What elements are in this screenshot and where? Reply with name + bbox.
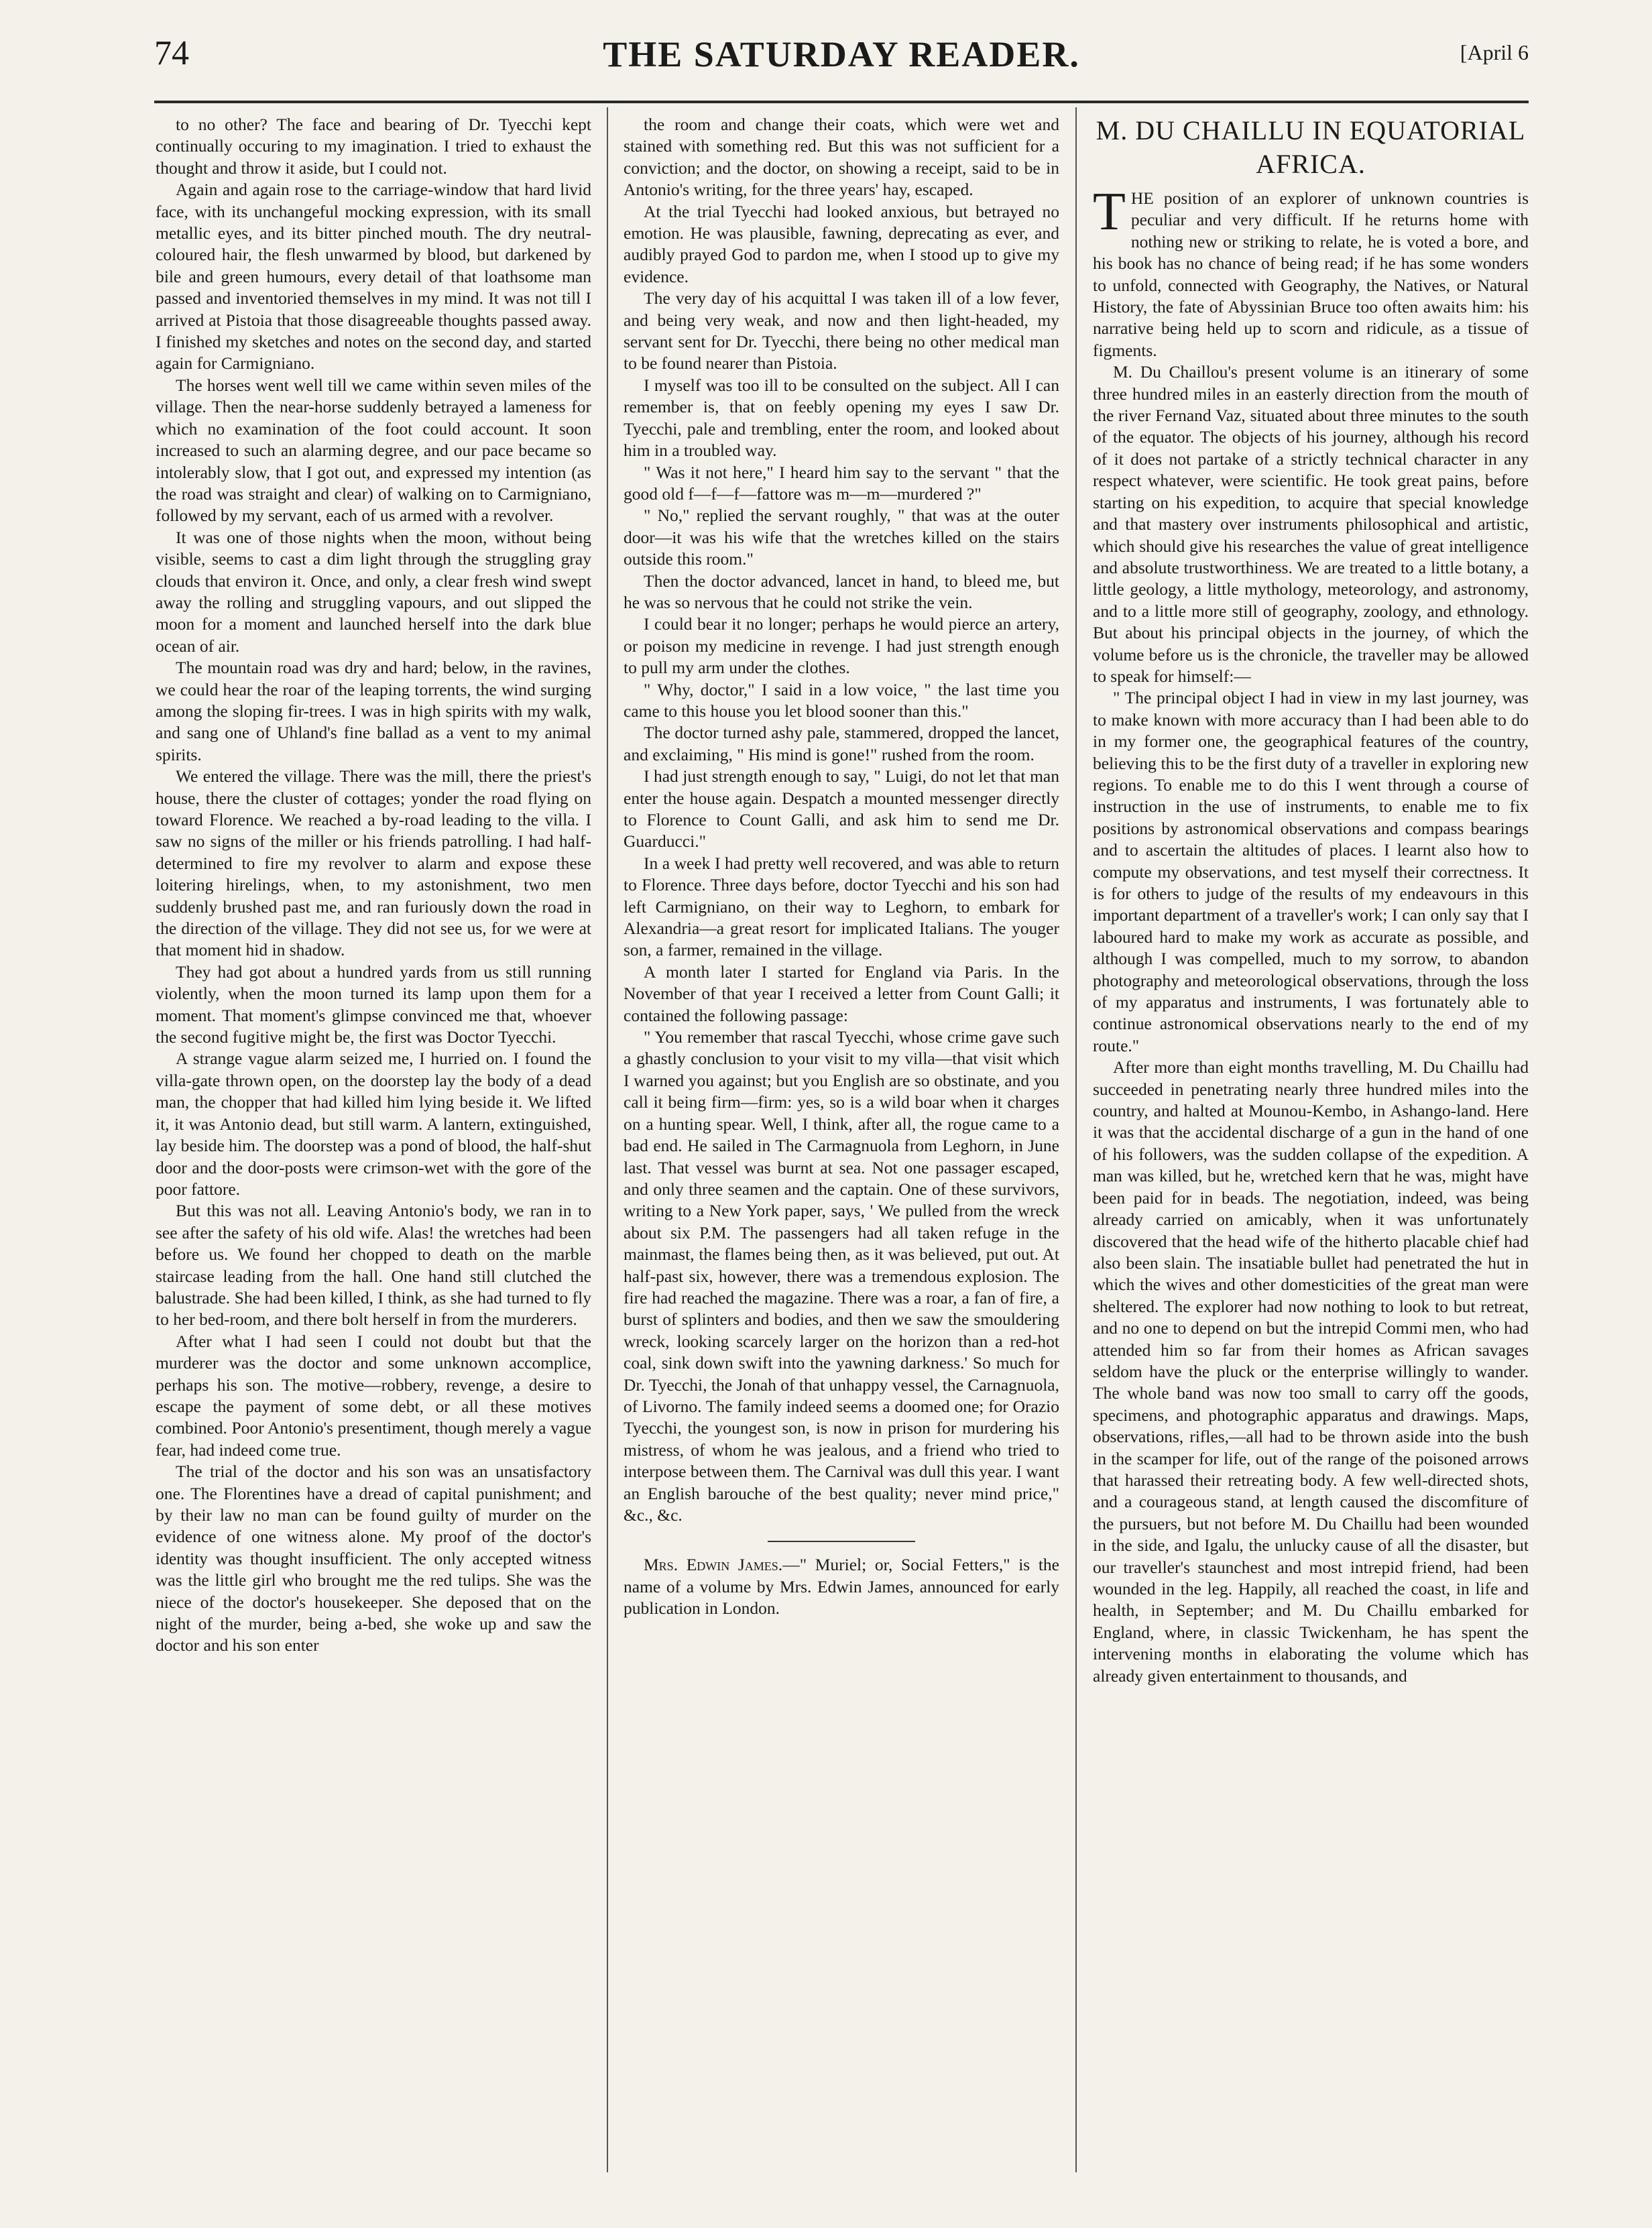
paragraph: A month later I started for England via Paris. In the November of that year I received a letter from Count Galli; it contained the following passage: xyxy=(624,961,1059,1025)
paragraph: " You remember that rascal Tyecchi, whose crime gave such a ghastly conclusion to your visit to my villa—that visit which I warned you against; but you English are so obstinate, and you call it being firm—firm: yes, so is a wild boar when it charges on a hunting spear. Well, I think, after all, the rogue came to a bad end. He sailed in The Carmagnuola from Leghorn, in June last. That vessel was burnt at sea. Not one passager escaped, and only three seamen and the captain. One of these survivors, writing to a New York paper, says, ' We pulled from the wreck about six P.M. The passengers had all taken refuge in the mainmast, the flames being then, as it was believed, put out. At half-past six, however, there was a tremendous explosion. The fire had reached the magazine. There was a roar, a fan of fire, a burst of splinters and bodies, and then we saw the smouldering wreck, looking scarcely larger on the horizon than a red-hot coal, sink down swift into the yawning darkness.' So much for Dr. Tyecchi, the Jonah of that unhappy vessel, the Carnagnuola, of Livorno. The family indeed seems a doomed one; for Orazio Tyecchi, the youngest son, is now in prison for murdering his mistress, of whom he was jealous, and a friend who tried to interpose between them. The Carnival was dull this year. I want an English barouche of the best quality; never mind price," &c., &c. xyxy=(624,1027,1059,1525)
lead-text: HE position of an explorer of unknown countries is peculiar and very difficult. If he returns home with nothing new or striking to relate, he is voted a bore, and his book has no chance of being read; if he has some wonders to unfold, connected with Geography, the Natives, or Natural History, the fate of Abyssinian Bruce too often awaits him: his narrative being held up to scorn and ridicule, as a tissue of figments. xyxy=(1093,188,1529,360)
paragraph: Then the doctor advanced, lancet in hand, to bleed me, but he was so nervous that he could not strike the vein. xyxy=(624,571,1059,612)
article-title: M. DU CHAILLU IN EQUATORIAL AFRICA. xyxy=(1096,115,1526,179)
paragraph: It was one of those nights when the moon, without being visible, seems to cast a dim light through the struggling gray clouds that environ it. Once, and only, a clear fresh wind swept away the rolling and struggling vapours, and out slipped the moon for a moment and launched herself into the dark blue ocean of air. xyxy=(156,527,591,656)
paragraph: After more than eight months travelling, M. Du Chaillu had succeeded in penetrating nearly three hundred miles into the country, and halted at Mounou-Kembo, in Ashango-land. Here it was that the accidental discharge of a gun in the hand of one of his followers, was the sudden collapse of the expedition. A man was killed, but he, wretched kern that he was, might have been paid for in beads. The negotiation, indeed, was being already carried on amicably, when it was unfortunately discovered that the head wife of the hitherto placable chief had also been slain. The insatiable bullet had penetrated the hut in which the wives and other domesticities of the great man were sheltered. The explorer had now nothing to look to but retreat, and no one to depend on but the intrepid Commi men, who had attended him so far from their homes as African savages seldom have the pluck or the enterprise willingly to wander. The whole band was now too small to carry off the goods, specimens, and photographic apparatus and drawings. Maps, observations, rifles,—all had to be thrown aside into the bush in the scamper for life, out of the range of the poisoned arrows that harassed their retreating body. A few well-directed shots, and a courageous stand, at length caused the discomfiture of the pursuers, but not before M. Du Chaillu had been wounded in the side, and Igalu, the unlucky cause of all the disaster, but our traveller's staunchest and most intrepid friend, had been wounded in the leg. Happily, all reached the coast, in life and health, in September; and M. Du Chaillu embarked for England, where, in classic Twickenham, he has spent the intervening months in elaborating the volume which has already given entertainment to thousands, and xyxy=(1093,1057,1529,1686)
paragraph: They had got about a hundred yards from us still running violently, when the moon turned its lamp upon them for a moment. That moment's glimpse convinced me that, whoever the second fugitive might be, the first was Doctor Tyecchi. xyxy=(156,961,591,1047)
paragraph: " No," replied the servant roughly, " that was at the outer door—it was his wife that the wretches killed on the stairs outside this room." xyxy=(624,506,1059,569)
paragraph: the room and change their coats, which were wet and stained with something red. But this was not sufficient for a conviction; and the doctor, on showing a receipt, said to be in Antonio's writing, for the three years' hay, escaped. xyxy=(624,115,1059,200)
column-2 xyxy=(624,114,1059,2166)
paragraph: The doctor turned ashy pale, stammered, dropped the lancet, and exclaiming, " His mind is gone!" rushed from the room. xyxy=(624,723,1059,764)
masthead xyxy=(154,34,1529,80)
paragraph: At the trial Tyecchi had looked anxious, but betrayed no emotion. He was plausible, fawning, deprecating as ever, and audibly prayed God to pardon me, when I stood up to give my evidence. xyxy=(624,201,1059,286)
note-text: —" Muriel; or, Social Fetters," is the name of a volume by Mrs. Edwin James, announced for early publication in London. xyxy=(624,1555,1059,1619)
lead-paragraph xyxy=(1093,182,1529,361)
column-1 xyxy=(156,114,591,2166)
publication-title: THE SATURDAY READER. xyxy=(603,34,1080,74)
column-divider-2 xyxy=(1075,107,1077,2172)
paragraph: to no other? The face and bearing of Dr. Tyecchi kept continually occuring to my imagination. I tried to exhaust the thought and throw it aside, but I could not. xyxy=(156,115,591,178)
page-number: 74 xyxy=(154,34,189,72)
paragraph: " Was it not here," I heard him say to the servant " that the good old f—f—f—fattore was m—m—murdered ?" xyxy=(624,462,1059,504)
paragraph: We entered the village. There was the mill, there the priest's house, there the cluster of cottages; yonder the road flying on toward Florence. We reached a by-road leading to the villa. I saw no signs of the miller or his friends patrolling. I had half-determined to fire my revolver to alarm and expose these loitering hirelings, when, to my astonishment, two men suddenly brushed past me, and ran furiously down the road in the direction of the village. They did not see us, for we were at that moment hid in shadow. xyxy=(156,766,591,960)
paragraph: I had just strength enough to say, " Luigi, do not let that man enter the house again. Despatch a mounted messenger directly to Florence to Count Galli, and ask him to send me Dr. Guarducci." xyxy=(624,766,1059,852)
paragraph: Again and again rose to the carriage-window that hard livid face, with its unchangeful mocking expression, with its small metallic eyes, and its bitter pinched mouth. The dry neutral-coloured hair, the flesh unwarmed by blood, but darkened by bile and green humours, every detail of that loathsome man passed and inventoried themselves in my mind. It was not till I arrived at Pistoia that those disagreeable thoughts passed away. I finished my sketches and notes on the second day, and started again for Carmigniano. xyxy=(156,180,591,373)
column-3 xyxy=(1093,114,1529,2166)
paragraph: M. Du Chaillou's present volume is an itinerary of some three hundred miles in an easterly direction from the mouth of the river Fernand Vaz, situated about three minutes to the south of the equator. The objects of his journey, although his record of it does not partake of a strictly technical character in any respect whatever, were scientific. He took great pains, before starting on his expedition, to acquire that special knowledge and that mastery over instruments philosophical and artistic, which should give his researches the value of great intelligence and absolute trustworthiness. We are treated to a little botany, a little geology, a little mythology, meteorology, and astronomy, and to a little more still of geography, zoology, and ethnology. But about his principal objects in the journey, of which the volume before us is the chronicle, the traveller may be allowed to speak for himself:— xyxy=(1093,362,1529,686)
header-rule xyxy=(154,101,1529,103)
paragraph: The horses went well till we came within seven miles of the village. Then the near-horse suddenly betrayed a lameness for which no examination of the foot could account. It soon increased to such an alarming degree, and our pace became so intolerably slow, that I got out, and expressed my intention (as the road was straight and clear) of walking on to Carmigniano, followed by my servant, each of us armed with a revolver. xyxy=(156,375,591,526)
drop-cap: T xyxy=(1093,182,1126,241)
paragraph: " The principal object I had in view in my last journey, was to make known with more accuracy than I had been able to do in my former one, the geographical features of the country, believing this to be the first duty of a traveller in exploring new regions. To enable me to do this I went through a course of instruction in the use of instruments, to enable me to fix positions by astronomical observations and compass bearings and to ascertain the altitudes of places. I learnt also how to compute my observations, and test myself their correctness. It is for others to judge of the results of my endeavours in this important department of a traveller's work; I can only say that I laboured hard to make my work as accurate as possible, and although I was compelled, much to my sorrow, to abandon photography and meteorological observations, through the loss of my apparatus and instruments, I was fortunately able to continue astronomical observations nearly to the end of my route." xyxy=(1093,688,1529,1055)
paragraph: I myself was too ill to be consulted on the subject. All I can remember is, that on feebly opening my eyes I saw Dr. Tyecchi, pale and trembling, enter the room, and looked about him in a troubled way. xyxy=(624,375,1059,461)
paragraph: The very day of his acquittal I was taken ill of a low fever, and being very weak, and now and then light-headed, my servant sent for Dr. Tyecchi, there being no other medical man to be found nearer than Pistoia. xyxy=(624,288,1059,373)
column-divider-1 xyxy=(607,107,608,2172)
paragraph: But this was not all. Leaving Antonio's body, we ran in to see after the safety of his old wife. Alas! the wretches had been before us. We found her chopped to death on the marble staircase leading from the hall. One hand still clutched the balustrade. She had been killed, I think, as she had turned to fly to her bed-room, and there bolt herself in from the murderers. xyxy=(156,1201,591,1330)
paragraph: After what I had seen I could not doubt but that the murderer was the doctor and some unknown accomplice, perhaps his son. The motive—robbery, revenge, a desire to escape the payment of some debt, or all these motives combined. Poor Antonio's presentiment, though merely a vague fear, had indeed come true. xyxy=(156,1331,591,1460)
literary-note xyxy=(624,1554,1059,1619)
paragraph: The trial of the doctor and his son was an unsatisfactory one. The Florentines have a dread of capital punishment; and by their law no man can be found guilty of murder on the evidence of one witness alone. My proof of the doctor's identity was thought insufficient. The only accepted witness was the little girl who brought me the red tulips. She was the niece of the doctor's housekeeper. She deposed that on the night of the murder, being a-bed, she woke up and saw the doctor and his son enter xyxy=(156,1462,591,1655)
paragraph: I could bear it no longer; perhaps he would pierce an artery, or poison my medicine in revenge. I had just strength enough to pull my arm under the clothes. xyxy=(624,614,1059,678)
paragraph: The mountain road was dry and hard; below, in the ravines, we could hear the roar of the leaping torrents, the wind surging among the sloping fir-trees. I was in high spirits with my walk, and sang one of Uhland's fine ballad as a vent to my animal spirits. xyxy=(156,658,591,764)
section-divider xyxy=(768,1541,915,1542)
note-lead: Mrs. Edwin James. xyxy=(644,1555,783,1575)
paragraph: A strange vague alarm seized me, I hurried on. I found the villa-gate thrown open, on the doorstep lay the body of a dead man, the chopper that had killed him lying beside it. We lifted it, it was Antonio dead, but still warm. A lantern, extinguished, lay beside him. The doorstep was a pond of blood, the half-shut door and the door-posts were crimson-wet with the gore of the poor fattore. xyxy=(156,1049,591,1199)
paragraph: In a week I had pretty well recovered, and was able to return to Florence. Three days before, doctor Tyecchi and his son had left Carmigniano, on their way to Leghorn, to embark for Alexandria—a great resort for implicated Italians. The youger son, a farmer, remained in the village. xyxy=(624,853,1059,960)
paragraph: " Why, doctor," I said in a low voice, " the last time you came to this house you let blood sooner than this." xyxy=(624,679,1059,721)
issue-date: [April 6 xyxy=(1460,40,1529,64)
